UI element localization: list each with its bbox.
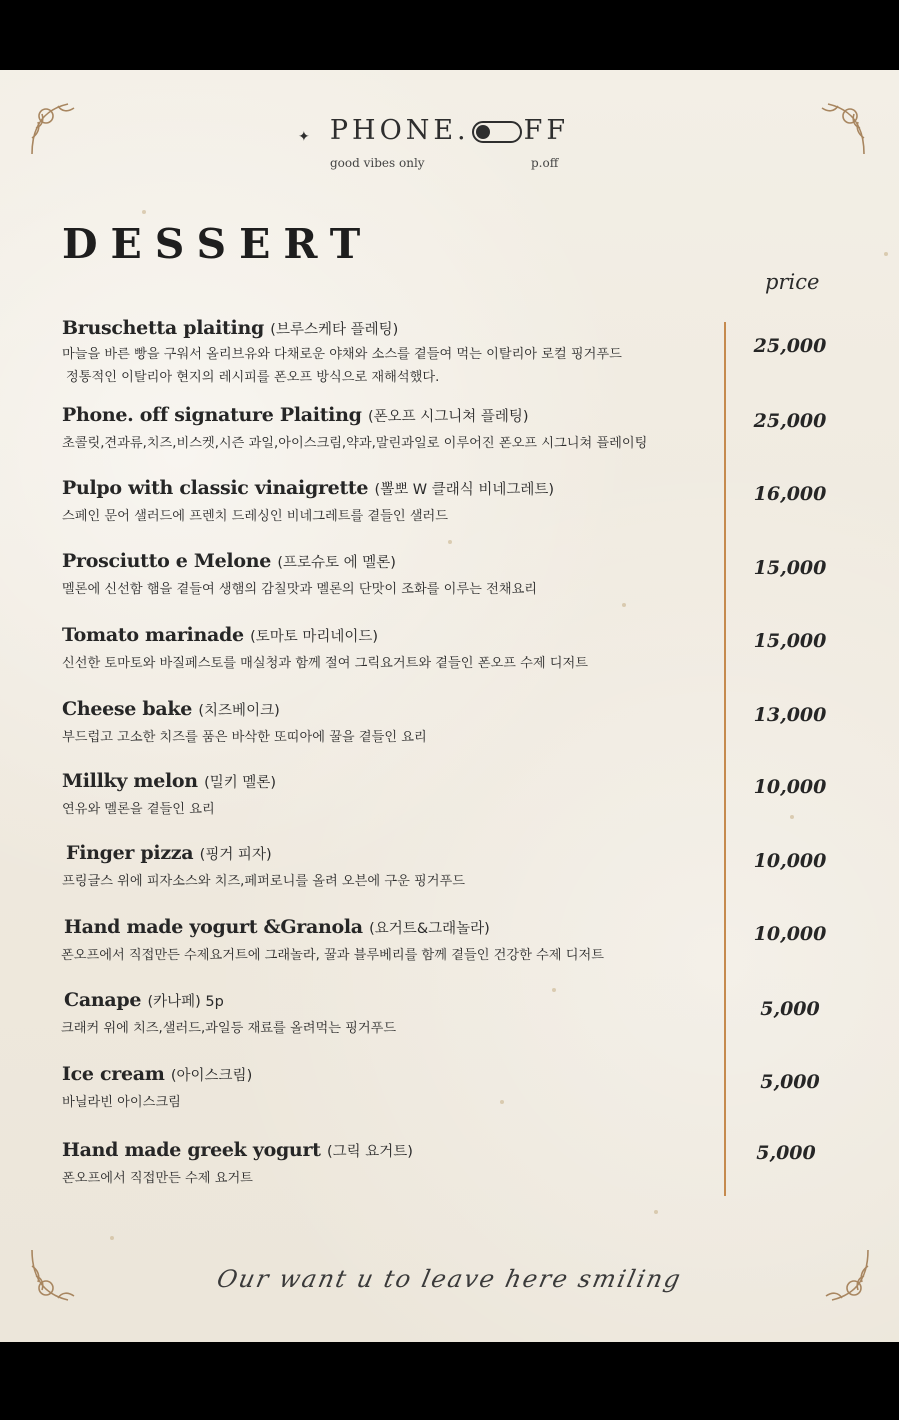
item-description: 초콜릿,견과류,치즈,비스켓,시즌 과일,아이스크림,약과,말린과일로 이루어진 폰오프 시그니쳐 플레이팅 (62, 436, 648, 451)
item-description: 마늘을 바른 빵을 구워서 올리브유와 다채로운 야채와 소스를 곁들여 먹는 이탈리아 로컬 핑거푸드 정통적인 이탈리아 현지의 레시피를 폰오프 방식으로 재해석했다. (62, 347, 622, 385)
menu-item (62, 550, 722, 601)
item-description: 크래커 위에 치즈,샐러드,과일등 재료를 올려먹는 핑거푸드 (61, 1021, 397, 1036)
item-name: Cheese bake (치즈베이크) (62, 698, 280, 720)
item-description: 부드럽고 고소한 치즈를 품은 바삭한 또띠아에 꿀을 곁들인 요리 (62, 730, 427, 745)
logo-text-left: PHONE. (329, 115, 470, 146)
paper-speck (110, 1236, 114, 1240)
menu-item (62, 477, 722, 528)
item-name: Prosciutto e Melone (프로슈토 에 멜론) (62, 550, 396, 572)
item-price: 25,000 (753, 335, 827, 357)
menu-item (62, 770, 722, 821)
item-price: 10,000 (753, 850, 827, 872)
item-name: Tomato marinade (토마토 마리네이드) (62, 624, 379, 646)
item-name: Millky melon (밀키 멜론) (62, 770, 277, 792)
item-description: 폰오프에서 직접만든 수제요거트에 그래놀라, 꿀과 블루베리를 함께 곁들인 건강한 수제 디저트 (61, 948, 604, 963)
item-price: 10,000 (753, 923, 827, 945)
logo-tagline: good vibes only (330, 156, 425, 170)
menu-item (62, 842, 726, 893)
item-name: Phone. off signature Plaiting (폰오프 시그니쳐 플레팅) (62, 404, 529, 426)
item-description: 스페인 문어 샐러드에 프렌치 드레싱인 비네그레트를 곁들인 샐러드 (62, 509, 449, 524)
star-icon: ✦ (298, 129, 310, 145)
paper-speck (142, 210, 146, 214)
logo-tag-right: p.off (531, 156, 559, 170)
menu-item (61, 989, 724, 1040)
item-price: 15,000 (753, 557, 827, 579)
menu-item (62, 404, 722, 455)
item-price: 5,000 (760, 1071, 820, 1093)
item-name: Canape (카나페) 5p (64, 989, 224, 1011)
toggle-switch-icon (472, 121, 522, 143)
page-title: DESSERT (62, 220, 374, 268)
menu-item (62, 317, 722, 389)
paper-speck (790, 815, 794, 819)
item-name: Finger pizza (핑거 피자) (66, 842, 272, 864)
menu-item (62, 1139, 722, 1190)
item-price: 16,000 (753, 483, 827, 505)
item-price: 13,000 (753, 704, 827, 726)
paper-speck (448, 540, 452, 544)
item-price: 5,000 (756, 1142, 816, 1164)
menu-item (62, 1063, 722, 1114)
item-price: 10,000 (753, 776, 827, 798)
item-description: 연유와 멜론을 곁들인 요리 (62, 802, 215, 817)
paper-speck (622, 603, 626, 607)
item-price: 15,000 (753, 630, 827, 652)
menu-item (62, 698, 722, 749)
item-name: Bruschetta plaiting (브루스케타 플레팅) (62, 317, 399, 339)
footer-script: Our want u to leave here smiling (214, 1265, 685, 1293)
item-description: 바닐라빈 아이스크림 (62, 1095, 181, 1110)
price-column-header: price (765, 270, 820, 294)
item-name: Pulpo with classic vinaigrette (뽈뽀 W 클래식 비네그레트) (62, 477, 555, 499)
item-description: 프링글스 위에 피자소스와 치즈,페퍼로니를 올려 오븐에 구운 핑거푸드 (62, 874, 465, 889)
menu-item (62, 624, 722, 675)
item-name: Hand made greek yogurt (그릭 요거트) (62, 1139, 413, 1161)
menu-item (61, 916, 724, 967)
paper-speck (884, 252, 888, 256)
divider-line (724, 322, 726, 1196)
item-description: 폰오프에서 직접만든 수제 요거트 (62, 1171, 253, 1186)
item-name: Hand made yogurt &Granola (요거트&그래놀라) (64, 916, 490, 938)
item-price: 5,000 (760, 998, 820, 1020)
item-price: 25,000 (753, 410, 827, 432)
item-description: 멜론에 신선함 햄을 곁들여 생햄의 감칠맛과 멜론의 단맛이 조화를 이루는 전채요리 (62, 582, 538, 597)
paper-speck (654, 1210, 658, 1214)
item-description: 신선한 토마토와 바질페스토를 매실청과 함께 절여 그릭요거트와 곁들인 폰오프 수제 디저트 (62, 656, 589, 671)
item-name: Ice cream (아이스크림) (62, 1063, 253, 1085)
logo-text-right: FF (523, 115, 570, 146)
menu-page (0, 70, 899, 1342)
brand-logo (0, 115, 899, 146)
